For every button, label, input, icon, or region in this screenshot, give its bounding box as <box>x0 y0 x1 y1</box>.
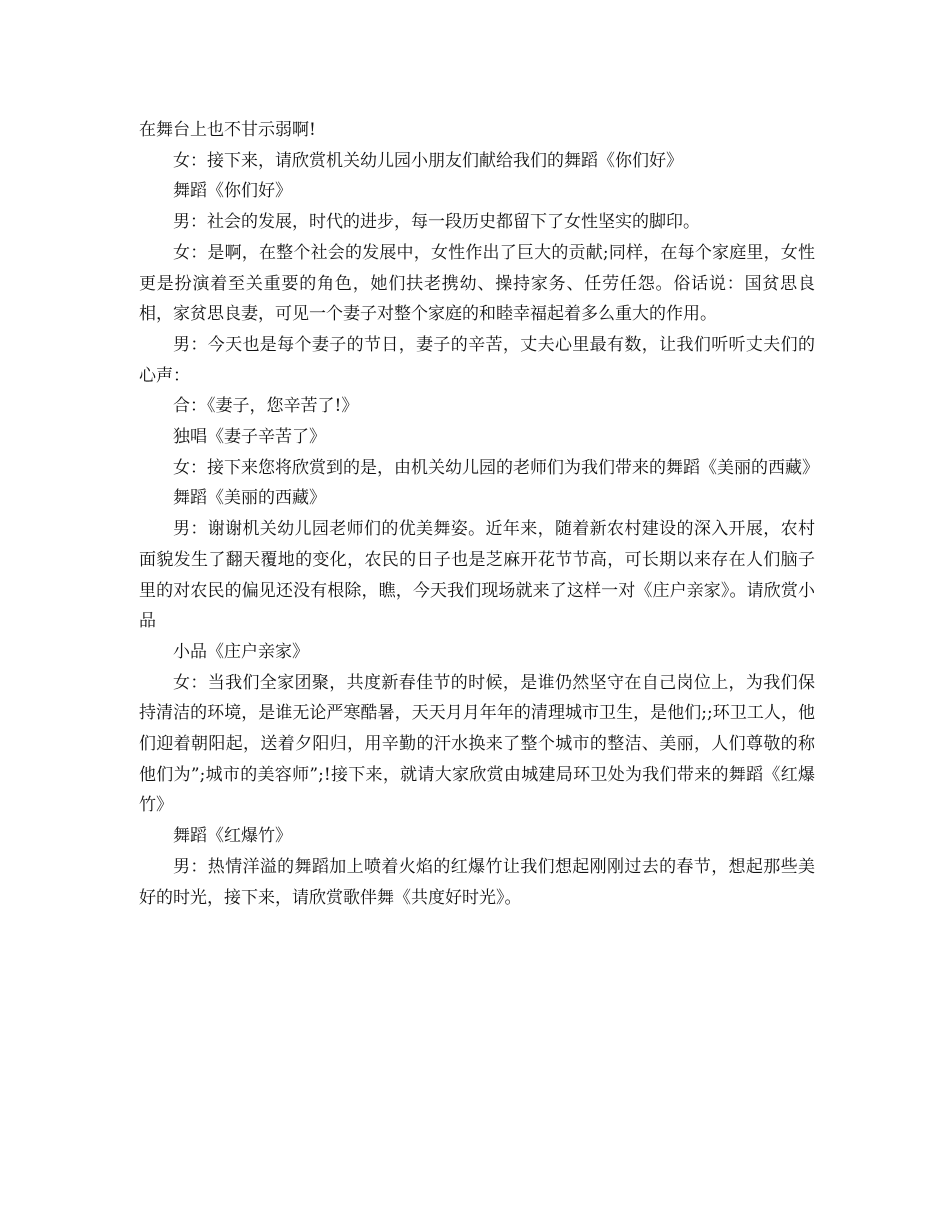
paragraph-female-host-sanitation: 女：当我们全家团聚，共度新春佳节的时候，是谁仍然坚守在自己岗位上，为我们保持清洁的环境，是谁无论严寒酷暑，天天月月年年的清理城市卫生，是他们;;环卫工人，他们迎着朝阳起，送着夕阳归，用辛勤的汗水换来了整个城市的整洁、美丽，人们尊敬的称他们为”;城市的美容师”;!接下来，就请大家欣赏由城建局环卫处为我们带来的舞蹈《红爆竹》 <box>139 672 815 816</box>
program-item-dance-tibet: 舞蹈《美丽的西藏》 <box>173 488 326 509</box>
paragraph-female-host-intro-dance: 女：接下来，请欣赏机关幼儿园小朋友们献给我们的舞蹈《你们好》 <box>173 150 683 171</box>
paragraph-male-host-wives: 男：今天也是每个妻子的节日，妻子的辛苦，丈夫心里最有数，让我们听听丈夫们的心声： <box>139 334 815 386</box>
paragraph-male-host-village: 男：谢谢机关幼儿园老师们的优美舞姿。近年来，随着新农村建设的深入开展，农村面貌发生了翻天覆地的变化，农民的日子也是芝麻开花节节高，可长期以来存在人们脑子里的对农民的偏见还没有根除，瞧，今天我们现场就来了这样一对《庄户亲家》。请欣赏小品 <box>139 519 815 632</box>
paragraph-together: 合：《妻子，您辛苦了!》 <box>173 396 359 417</box>
paragraph-female-host-women: 女：是啊，在整个社会的发展中，女性作出了巨大的贡献;同样，在每个家庭里，女性更是扮演着至关重要的角色，她们扶老携幼、操持家务、任劳任怨。俗话说：国贫思良相，家贫思良妻，可见一个妻子对整个家庭的和睦幸福起着多么重大的作用。 <box>139 242 815 325</box>
program-item-dance-firecracker: 舞蹈《红爆竹》 <box>173 826 292 847</box>
paragraph-continuation: 在舞台上也不甘示弱啊! <box>139 120 316 140</box>
program-item-skit: 小品《庄户亲家》 <box>173 641 309 662</box>
paragraph-male-host-spring: 男：热情洋溢的舞蹈加上喷着火焰的红爆竹让我们想起刚刚过去的春节，想起那些美好的时光，接下来，请欣赏歌伴舞《共度好时光》。 <box>139 856 815 908</box>
paragraph-female-host-tibet: 女：接下来您将欣赏到的是，由机关幼儿园的老师们为我们带来的舞蹈《美丽的西藏》 <box>173 457 819 478</box>
program-item-solo: 独唱《妻子辛苦了》 <box>173 427 326 448</box>
document-body <box>139 115 819 913</box>
program-item-dance-hello: 舞蹈《你们好》 <box>173 181 292 202</box>
paragraph-male-host-society: 男：社会的发展，时代的进步，每一段历史都留下了女性坚实的脚印。 <box>173 212 700 233</box>
